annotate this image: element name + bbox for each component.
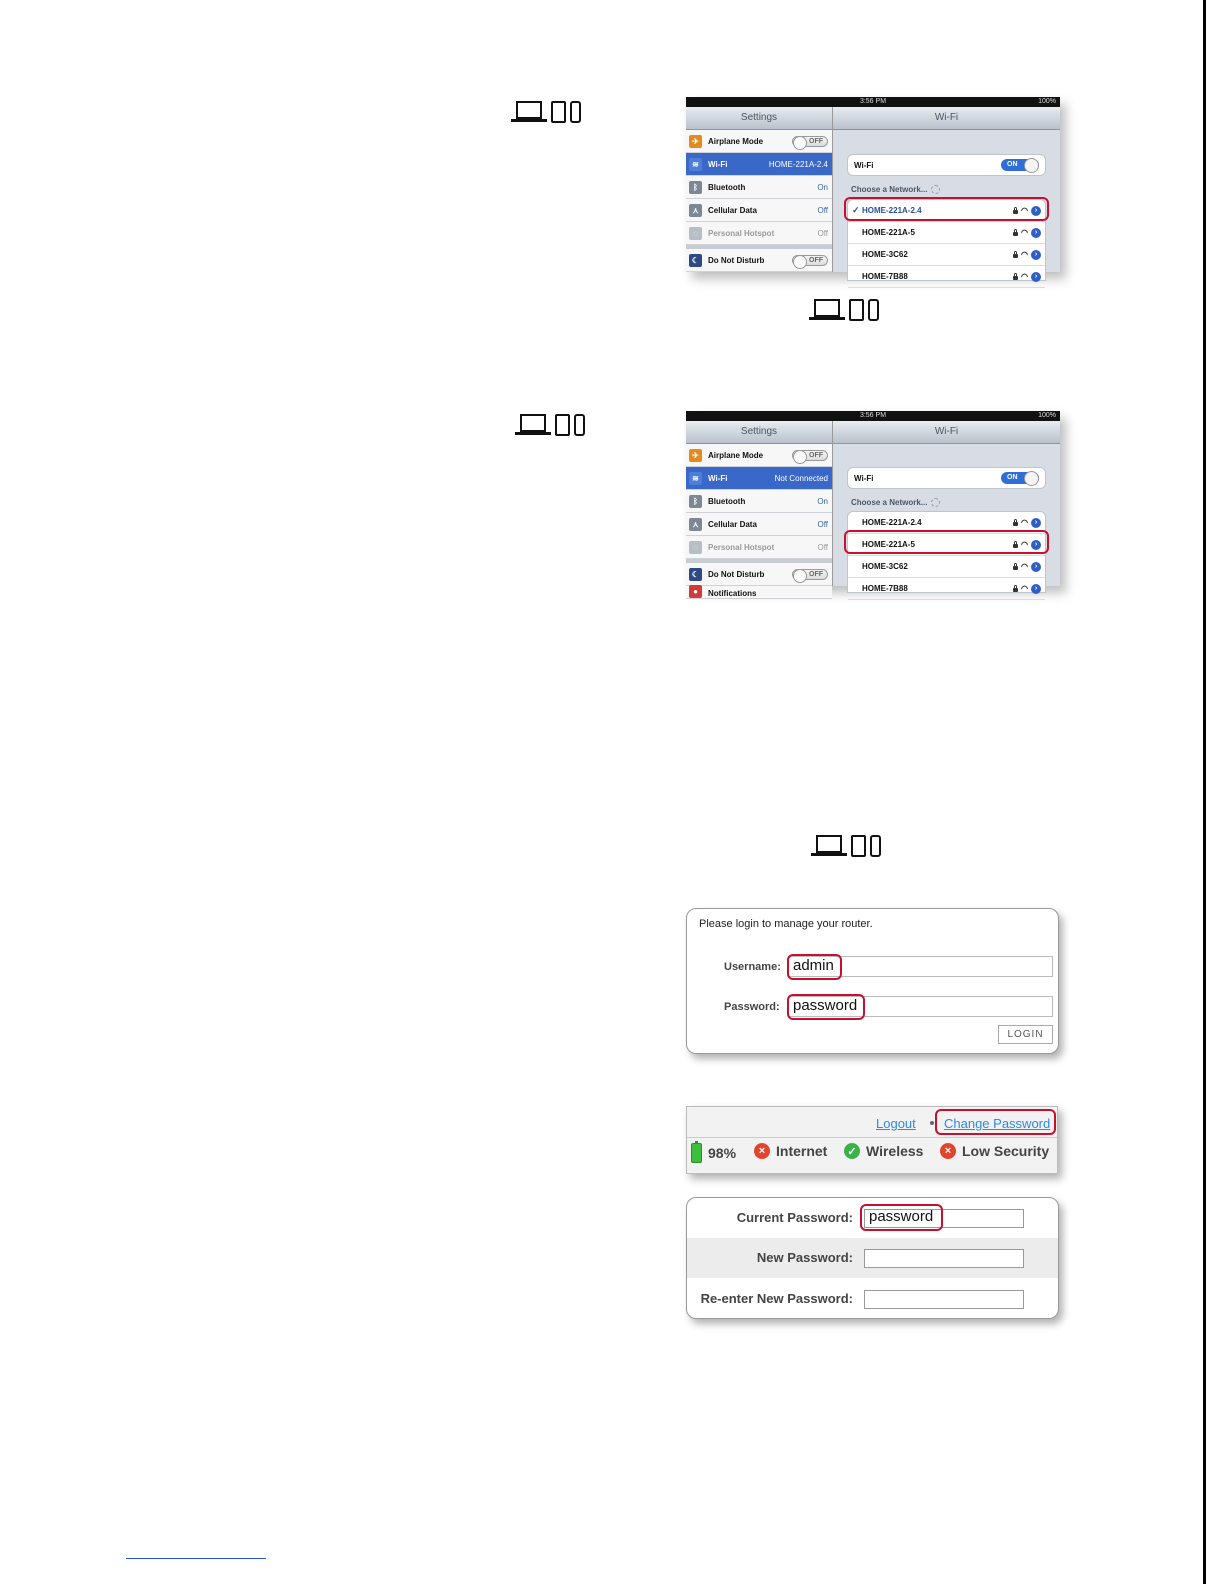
laptop-icon bbox=[809, 299, 845, 321]
current-password-row bbox=[687, 1198, 1058, 1238]
settings-row-label: Airplane Mode bbox=[708, 450, 764, 460]
settings-row-label: Personal Hotspot bbox=[708, 228, 775, 238]
reenter-password-label: Re-enter New Password: bbox=[700, 1291, 853, 1306]
network-row[interactable] bbox=[848, 578, 1045, 600]
router-login-panel bbox=[686, 908, 1059, 1054]
password-label: Password: bbox=[724, 1001, 780, 1013]
hotspot-icon: ◌ bbox=[689, 541, 702, 554]
network-row[interactable] bbox=[848, 266, 1045, 288]
network-name: HOME-221A-5 bbox=[862, 540, 915, 549]
toggle-label: OFF bbox=[809, 137, 823, 145]
dnd-toggle[interactable] bbox=[792, 569, 828, 580]
lock-icon bbox=[1013, 522, 1018, 526]
status-label: Wireless bbox=[866, 1143, 924, 1159]
settings-row-airplane[interactable] bbox=[686, 444, 832, 467]
status-battery: 100% bbox=[1038, 412, 1056, 419]
tablet-icon bbox=[551, 101, 566, 123]
network-row[interactable] bbox=[848, 200, 1045, 222]
new-password-input[interactable] bbox=[864, 1249, 1024, 1268]
settings-row-hotspot[interactable] bbox=[686, 536, 832, 559]
choose-network-text: Choose a Network... bbox=[851, 185, 928, 194]
spinner-icon bbox=[931, 498, 940, 507]
switch-label: ON bbox=[1007, 161, 1018, 168]
network-name: HOME-7B88 bbox=[862, 272, 908, 281]
wifi-signal-icon: ◠ bbox=[1021, 583, 1028, 593]
airplane-icon: ✈ bbox=[689, 135, 702, 148]
spinner-icon bbox=[931, 185, 940, 194]
ipad-wifi-screenshot-1 bbox=[686, 97, 1060, 281]
settings-row-bluetooth[interactable] bbox=[686, 490, 832, 513]
choose-network-text: Choose a Network... bbox=[851, 498, 928, 507]
device-icons-1 bbox=[511, 101, 581, 123]
battery-status bbox=[691, 1143, 736, 1163]
current-password-value: password bbox=[869, 1208, 934, 1225]
settings-row-label: Cellular Data bbox=[708, 519, 757, 529]
settings-row-dnd[interactable] bbox=[686, 249, 832, 272]
choose-network-label bbox=[851, 185, 940, 194]
airplane-icon: ✈ bbox=[689, 449, 702, 462]
wifi-signal-icon: ◠ bbox=[1021, 539, 1028, 549]
wifi-signal-icon: ◠ bbox=[1021, 271, 1028, 281]
bluetooth-icon: ᛒ bbox=[689, 181, 702, 194]
settings-row-label: Wi-Fi bbox=[708, 159, 728, 169]
settings-row-airplane[interactable] bbox=[686, 130, 832, 153]
status-time: 3:56 PM bbox=[859, 98, 887, 105]
settings-row-value: On bbox=[817, 182, 828, 192]
wifi-icon: ≋ bbox=[689, 158, 702, 171]
settings-title: Settings bbox=[686, 421, 832, 444]
wifi-label: Wi-Fi bbox=[854, 160, 874, 170]
new-password-label: New Password: bbox=[756, 1250, 853, 1265]
wifi-signal-icon: ◠ bbox=[1021, 249, 1028, 259]
status-battery: 100% bbox=[1038, 98, 1056, 105]
checkmark-icon: ✓ bbox=[852, 205, 860, 215]
settings-row-value: Off bbox=[817, 205, 828, 215]
dnd-toggle[interactable] bbox=[792, 255, 828, 266]
cellular-icon: ⋏ bbox=[689, 204, 702, 217]
info-chevron-icon[interactable]: › bbox=[1031, 206, 1041, 216]
status-label: Low Security bbox=[962, 1143, 1050, 1159]
network-row[interactable] bbox=[848, 222, 1045, 244]
wifi-title: Wi-Fi bbox=[833, 107, 1060, 130]
username-label: Username: bbox=[724, 961, 781, 973]
network-name: HOME-7B88 bbox=[862, 584, 908, 593]
info-chevron-icon[interactable]: › bbox=[1031, 562, 1041, 572]
battery-level: 98% bbox=[708, 1145, 737, 1161]
settings-row-value: Off bbox=[817, 228, 828, 238]
info-chevron-icon[interactable]: › bbox=[1031, 540, 1041, 550]
settings-row-wifi[interactable] bbox=[686, 467, 832, 490]
username-value: admin bbox=[793, 957, 834, 974]
settings-sidebar bbox=[686, 107, 833, 272]
current-password-label: Current Password: bbox=[736, 1210, 853, 1225]
error-icon: × bbox=[754, 1143, 770, 1159]
network-name: HOME-3C62 bbox=[862, 250, 908, 259]
notifications-icon: ● bbox=[689, 585, 702, 598]
lock-icon bbox=[1013, 210, 1018, 214]
choose-network-label bbox=[851, 498, 940, 507]
network-name: HOME-221A-5 bbox=[862, 228, 915, 237]
change-password-link[interactable]: Change Password bbox=[944, 1116, 1051, 1131]
network-row[interactable] bbox=[848, 512, 1045, 534]
status-bar bbox=[686, 411, 1060, 421]
network-row[interactable] bbox=[848, 534, 1045, 556]
network-list bbox=[847, 511, 1046, 593]
wifi-toggle-card bbox=[847, 154, 1046, 176]
settings-row-cellular[interactable] bbox=[686, 513, 832, 536]
network-row[interactable] bbox=[848, 244, 1045, 266]
moon-icon: ☾ bbox=[689, 568, 702, 581]
settings-row-label: Airplane Mode bbox=[708, 136, 764, 146]
laptop-icon bbox=[811, 835, 847, 857]
wifi-signal-icon: ◠ bbox=[1021, 227, 1028, 237]
device-icons-3 bbox=[515, 414, 585, 436]
page-edge-mark bbox=[1203, 0, 1206, 1584]
wifi-toggle-card bbox=[847, 467, 1046, 489]
lock-icon bbox=[1013, 232, 1018, 236]
info-chevron-icon[interactable]: › bbox=[1031, 584, 1041, 594]
status-bar bbox=[686, 97, 1060, 107]
settings-row-notifications[interactable] bbox=[686, 586, 832, 599]
wifi-label: Wi-Fi bbox=[854, 473, 874, 483]
toggle-label: OFF bbox=[809, 451, 823, 459]
settings-row-label: Do Not Disturb bbox=[708, 255, 765, 265]
hotspot-icon: ◌ bbox=[689, 227, 702, 240]
settings-row-value: Off bbox=[817, 542, 828, 552]
wifi-switch[interactable] bbox=[1001, 159, 1039, 171]
device-icons-2 bbox=[809, 299, 879, 321]
reenter-password-row bbox=[687, 1279, 1058, 1319]
bluetooth-icon: ᛒ bbox=[689, 495, 702, 508]
wifi-title: Wi-Fi bbox=[833, 421, 1060, 444]
settings-row-value: Off bbox=[817, 519, 828, 529]
settings-row-label: Wi-Fi bbox=[708, 473, 728, 483]
wifi-icon: ≋ bbox=[689, 472, 702, 485]
info-chevron-icon[interactable]: › bbox=[1031, 250, 1041, 260]
error-icon: × bbox=[940, 1143, 956, 1159]
settings-row-label: Bluetooth bbox=[708, 182, 746, 192]
settings-row-wifi[interactable] bbox=[686, 153, 832, 176]
wifi-pane bbox=[833, 107, 1060, 281]
internet-status bbox=[754, 1143, 827, 1159]
tablet-icon bbox=[849, 299, 864, 321]
tablet-icon bbox=[851, 835, 866, 857]
info-chevron-icon[interactable]: › bbox=[1031, 518, 1041, 528]
new-password-row bbox=[687, 1238, 1058, 1278]
airplane-toggle[interactable] bbox=[792, 136, 828, 147]
logout-link[interactable]: Logout bbox=[876, 1116, 916, 1131]
settings-row-hotspot[interactable] bbox=[686, 222, 832, 245]
settings-row-label: Bluetooth bbox=[708, 496, 746, 506]
login-button[interactable]: LOGIN bbox=[998, 1025, 1053, 1044]
footer-link-underline bbox=[126, 1558, 266, 1559]
airplane-toggle[interactable] bbox=[792, 450, 828, 461]
password-value: password bbox=[793, 997, 858, 1014]
info-chevron-icon[interactable]: › bbox=[1031, 228, 1041, 238]
settings-row-cellular[interactable] bbox=[686, 199, 832, 222]
battery-icon bbox=[691, 1143, 702, 1163]
wifi-pane bbox=[833, 421, 1060, 593]
network-list bbox=[847, 199, 1046, 281]
change-password-panel bbox=[686, 1197, 1059, 1319]
settings-row-label: Personal Hotspot bbox=[708, 542, 775, 552]
phone-icon bbox=[870, 835, 881, 857]
info-chevron-icon[interactable]: › bbox=[1031, 272, 1041, 282]
ipad-wifi-screenshot-2 bbox=[686, 411, 1060, 598]
wifi-signal-icon: ◠ bbox=[1021, 561, 1028, 571]
security-status bbox=[940, 1143, 1049, 1159]
laptop-icon bbox=[515, 414, 551, 436]
wifi-switch[interactable] bbox=[1001, 472, 1039, 484]
separator-dot bbox=[930, 1121, 934, 1125]
switch-label: ON bbox=[1007, 474, 1018, 481]
network-name: HOME-3C62 bbox=[862, 562, 908, 571]
toggle-label: OFF bbox=[809, 570, 823, 578]
settings-row-label: Do Not Disturb bbox=[708, 569, 765, 579]
tablet-icon bbox=[555, 414, 570, 436]
status-label: Internet bbox=[776, 1143, 828, 1159]
lock-icon bbox=[1013, 276, 1018, 280]
cellular-icon: ⋏ bbox=[689, 518, 702, 531]
wifi-signal-icon: ◠ bbox=[1021, 205, 1028, 215]
phone-icon bbox=[868, 299, 879, 321]
phone-icon bbox=[570, 101, 581, 123]
settings-row-value: Not Connected bbox=[774, 473, 828, 483]
status-time: 3:56 PM bbox=[859, 412, 887, 419]
wireless-status bbox=[844, 1143, 923, 1159]
login-message: Please login to manage your router. bbox=[699, 918, 873, 930]
network-row[interactable] bbox=[848, 556, 1045, 578]
settings-row-label: Cellular Data bbox=[708, 205, 757, 215]
lock-icon bbox=[1013, 544, 1018, 548]
moon-icon: ☾ bbox=[689, 254, 702, 267]
settings-row-dnd[interactable] bbox=[686, 563, 832, 586]
settings-title: Settings bbox=[686, 107, 832, 130]
settings-sidebar bbox=[686, 421, 833, 598]
settings-row-label: Notifications bbox=[708, 589, 757, 598]
reenter-password-input[interactable] bbox=[864, 1290, 1024, 1309]
network-name: HOME-221A-2.4 bbox=[862, 206, 922, 215]
check-icon: ✓ bbox=[844, 1143, 860, 1159]
device-icons-4 bbox=[811, 835, 881, 857]
router-header bbox=[686, 1106, 1058, 1174]
lock-icon bbox=[1013, 566, 1018, 570]
lock-icon bbox=[1013, 254, 1018, 258]
settings-row-bluetooth[interactable] bbox=[686, 176, 832, 199]
network-name: HOME-221A-2.4 bbox=[862, 518, 922, 527]
phone-icon bbox=[574, 414, 585, 436]
settings-row-value: HOME-221A-2.4 bbox=[768, 159, 828, 169]
lock-icon bbox=[1013, 588, 1018, 592]
laptop-icon bbox=[511, 101, 547, 123]
toggle-label: OFF bbox=[809, 256, 823, 264]
wifi-signal-icon: ◠ bbox=[1021, 517, 1028, 527]
settings-row-value: On bbox=[817, 496, 828, 506]
